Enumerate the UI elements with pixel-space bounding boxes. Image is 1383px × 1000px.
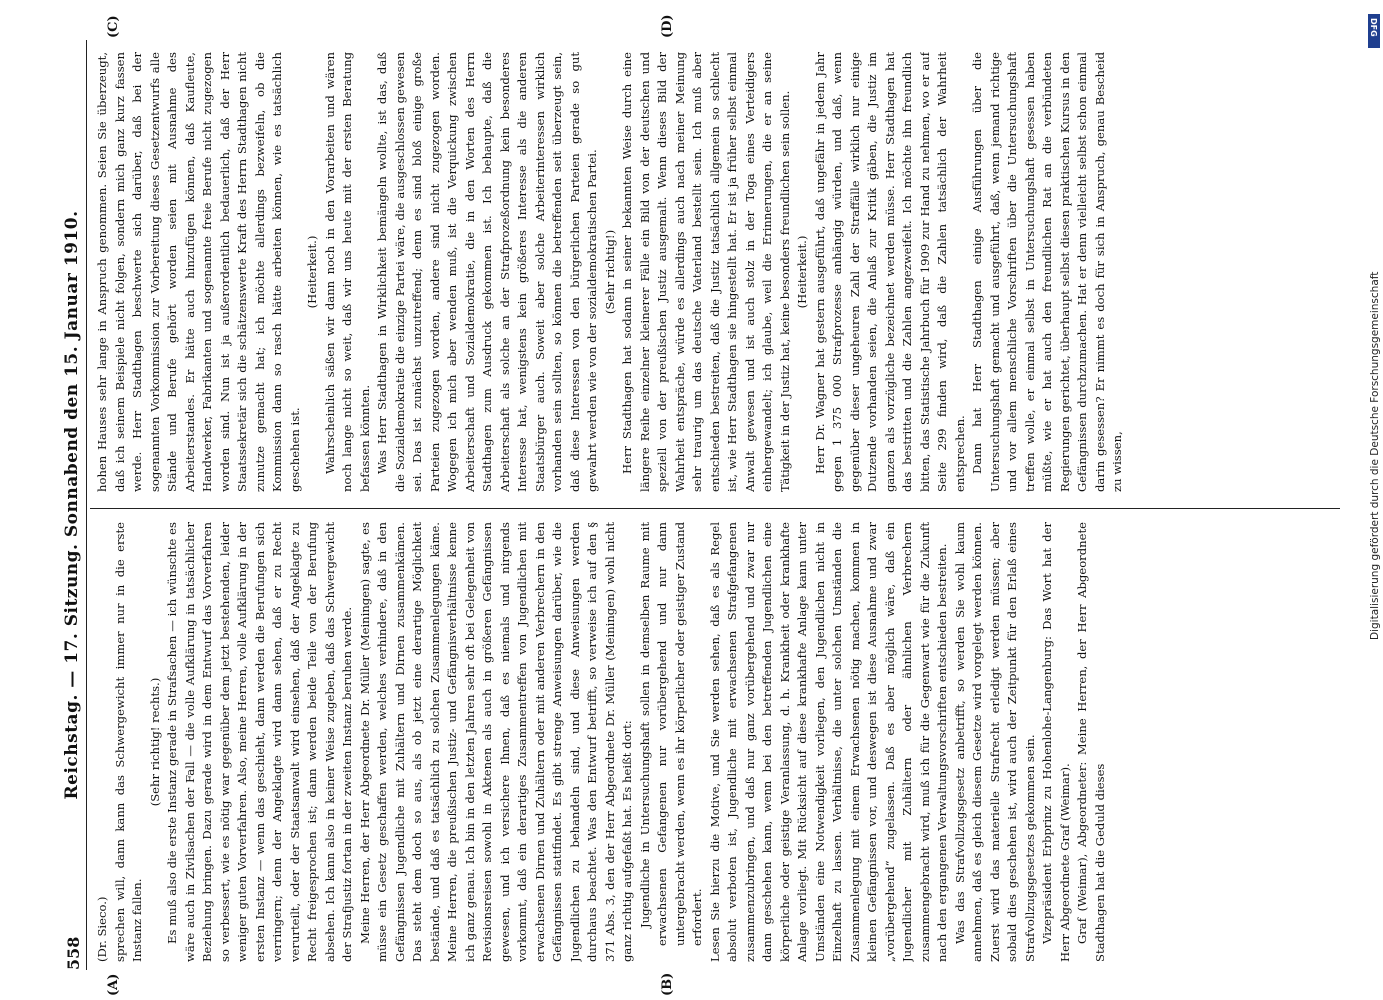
paragraph: Was Herr Stadthagen in Wirklichkeit bemängeln wollte, ist das, daß die Sozialdemokratie die einzige Partei wäre, die ausgeschlossen gewesen sei. Das ist zunächst unzutreffend; denn es sind bloß einige große Parteien zugezogen worden, andere sind nicht zugezogen worden. Wogegen ich mich aber wenden muß, ist die Verquickung zwischen Arbeiterschaft und Sozialdemokratie, die in den Worten des Herrn Stadthagen zum Ausdruck gekommen ist. Ich behaupte, daß die Arbeiterschaft als solche an der Strafprozeßordnung kein besonderes Interesse hat, wenigstens kein größeres Interesse als die anderen Staatsbürger auch. Soweit aber solche Arbeiterinteressen wirklich vorhanden sein sollten, so können die betreffenden seit überzeugt sein, daß diese Interessen von den bürgerlichen Parteien gerade so gut gewahrt werden wie von der sozialdemokratischen Partei.	[375, 52, 599, 492]
margin-mark-c: (C)	[106, 15, 121, 38]
paragraph: Lesen Sie hierzu die Motive, und Sie werden sehen, daß es als Regel absolut verboten ist, Jugendliche mit erwachsenen Strafgefangenen zusammenzubringen, und daß nur ganz vorübergehend und zwar nur dann geschehen kann, wenn bei den betreffenden Jugendlichen eine körperliche oder geistige Veranlassung, d. h. Krankheit oder krankhafte Anlage vorliegt. Mit Rücksicht auf diese krankhafte Anlage kann unter Umständen eine Notwendigkeit vorliegen, den Jugendlichen nicht in Einzelhaft zu lassen. Verhältnisse, die unter solchen Umständen die Zusammenlegung mit einem Erwachsenen nötig machen, kommen in kleinen Gefängnissen vor, und deswegen ist diese Ausnahme und zwar „vorübergehend“ zugelassen. Daß es aber möglich wäre, daß ein Jugendlicher mit Zuhältern oder ähnlichen Verbrechern zusammengebracht wird, muß ich für die Gegenwart wie für die Zukunft nach den ergangenen Verwaltungsvorschriften entschieden bestreiten.	[707, 522, 949, 962]
paragraph: Meine Herren, der Herr Abgeordnete Dr. Müller (Meiningen) sagte, es müsse ein Gesetz geschaffen werden, welches verhindere, daß in den Gefängnissen Jugendliche mit Zuhältern und Dirnen zusammenkämen. Das steht dem doch so aus, als ob jetzt eine derartige Möglichkeit bestände, und daß es tatsächlich zu solchen Zusammenlegungen käme. Meine Herren, die preußischen Justiz- und Gefängnisverhältnisse kenne ich ganz genau. Ich bin in den letzten Jahren sehr oft bei Gelegenheit von Revisionsreisen sowohl in Aktenen als auch in größeren Gefängnissen gewesen, und ich versichere Ihnen, daß es niemals und nirgends vorkommt, daß ein derartiges Zusammentreffen von Jugendlichen mit erwachsenen Dirnen und Zuhältern oder mit anderen Verbrechern in den Gefängnissen stattfindet. Es gibt strenge Anweisungen darüber, wie die Jugendlichen zu behandeln sind, und diese Anweisungen werden durchaus beachtet. Was den Entwurf betrifft, so verweise ich auf den § 371 Abs. 3, den der Herr Abgeordnete Dr. Müller (Meiningen) wohl nicht ganz richtig aufgefaßt hat. Es heißt dort:	[357, 522, 634, 962]
speaker-paragraph: Graf (Weimar), Abgeordneter: Meine Herren, der Herr Abgeordnete Stadthagen hat die Geduld dieses	[1075, 522, 1107, 962]
paragraph: Herr Dr. Wagner hat gestern ausgeführt, daß ungefähr in jedem Jahr gegen 1 375 000 Strafprozesse anhängig würden, und daß, wenn gegenüber dieser ungeheuren Zahl der Straffälle wirklich nur einige Dutzende vorhanden seien, die Anlaß zur Kritik gäben, die Justiz im ganzen als vorzügliche bezeichnet werden müsse. Herr Stadthagen hat das bestritten und die Zahlen angezweifelt. Ich möchte ihn freundlich bitten, das Statistische Jahrbuch für 1909 zur Hand zu nehmen, wo er auf Seite 299 finden wird, daß die Zahlen tatsächlich der Wahrheit entsprechen.	[812, 52, 967, 492]
paragraph: hohen Hauses sehr lange in Anspruch genommen. Seien Sie überzeugt, daß ich seinem Beispiele nicht folgen, sondern mich ganz kurz fassen werde. Herr Stadthagen beschwerte sich darüber, daß bei der sogenannten Vorkommission zur Vorbereitung dieses Gesetzentwurfs alle Stände und Berufe gehört worden seien mit Ausnahme des Arbeiterstandes. Er hätte auch hinzufügen können, daß Kaufleute, Handwerker, Fabrikanten und sogenannte freie Berufe nicht zugezogen worden sind. Nun ist ja außerordentlich bedauerlich, daß der Herr Staatssekretär sich die schätzenswerte Kraft des Herrn Stadthagen nicht zunutze gemacht hat; ich möchte allerdings bezweifeln, ob die Kommission dann so rasch hätte arbeiten können, wie es tatsächlich geschehen ist.	[95, 52, 302, 492]
column-rule	[90, 508, 1340, 509]
header-rule	[86, 40, 87, 970]
margin-mark-d: (D)	[660, 14, 675, 38]
paragraph: Dann hat Herr Stadthagen einige Ausführungen über die Untersuchungshaft gemacht und ausgeführt, daß, wenn jemand richtige und vor allem menschliche Vorschriften über die Untersuchungshaft treffen wolle, er einmal selbst in Untersuchungshaft gesessen haben müßte, wie er hat auch den freundlichen Rat an die verbündeten Regierungen gerichtet, überhaupt selbst diesen praktischen Kursus in den Gefängnissen durchzumachen. Hat er denn vielleicht selbst schon einmal darin gesessen? Er nimmt es doch für sich in Anspruch, genau Bescheid zu wissen,	[970, 52, 1124, 492]
speaker-tag: (Dr. Sieco.)	[95, 896, 109, 962]
newspaper-page	[60, 14, 1350, 996]
dfg-logo: DFG	[1368, 14, 1380, 48]
margin-mark-a: (A)	[106, 973, 121, 996]
interjection: (Sehr richtig!)	[602, 229, 617, 315]
digitization-credit: Digitalisierung gefördert durch die Deutsche Forschungsgemeinschaft	[1369, 271, 1381, 640]
paragraph: sprechen will, dann kann das Schwergewicht immer nur in die erste Instanz fallen.	[112, 522, 144, 962]
paragraph: Herr Stadthagen hat sodann in seiner bekannten Weise durch eine längere Reihe einzelner kleinerer Fälle ein Bild von der deutschen und speziell von der preußischen Justiz ausgemalt. Wenn dieses Bild der Wahrheit entspräche, würde es allerdings auch nach meiner Meinung sehr traurig um das deutsche Vaterland bestellt sein. Ich muß aber entschieden bestreiten, daß die Justiz tatsächlich allgemein so schlecht ist, wie Herr Stadthagen sie hingestellt hat. Er ist ja früher selbst einmal Anwalt gewesen und ist auch stolz in der Toga eines Verteidigers einhergewandelt; ich glaube, weil die Erinnerungen, die er an seine Tätigkeit in der Justiz hat, keine besonders freundlichen sein sollen.	[620, 52, 792, 492]
interjection: (Heiterkeit.)	[795, 235, 809, 309]
margin-mark-b: (B)	[660, 972, 675, 996]
rotated-page	[60, 14, 1350, 996]
interjection: (Sehr richtig! rechts.)	[147, 677, 162, 807]
running-title: Reichstag. — 17. Sitzung. Sonnabend den 15. Januar 1910.	[62, 210, 82, 800]
right-column	[94, 52, 1344, 492]
page-number: 558	[64, 936, 83, 970]
paragraph: Es muß also die erste Instanz gerade in Strafsachen — ich wünschte es wäre auch in Zivilsachen der Fall — die volle Aufklärung in tatsächlicher Beziehung bringen. Dazu gerade wird in dem Entwurf das Vorverfahren so verbessert, wie es nötig war gegenüber dem jetzt bestehenden, leider weniger guten Vorverfahren. Also, meine Herren, volle Aufklärung in der ersten Instanz — wenn das geschieht, dann werden die Berufungen sich verringern; denn der Angeklagte wird dann sehen, daß er zu Recht verurteilt, oder der Staatsanwalt wird einsehen, daß der Angeklagte zu Recht freigesprochen ist; dann werden beide Teile von der Berufung absehen. Ich kann also in keiner Weise zugeben, daß das Schwergewicht der Strafjustiz fortan in der zweiten Instanz beruhen werde.	[165, 522, 354, 962]
paragraph: Wahrscheinlich säßen wir dann noch in den Vorarbeiten und wären noch lange nicht so weit, daß wir uns heute mit der ersten Beratung befassen könnten.	[322, 52, 372, 492]
interjection: (Heiterkeit.)	[305, 235, 319, 309]
paragraph: Was das Strafvollzugsgesetz anbetrifft, so werden Sie wohl kaum annehmen, daß es gleich diesem Gesetze wird vorgelegt werden können. Zuerst wird das materielle Strafrecht erledigt werden müssen; aber sobald dies geschehen ist, wird auch der Zeitpunkt für den Erlaß eines Strafvollzugsgesetzes gekommen sein.	[952, 522, 1037, 962]
left-column	[94, 522, 1344, 962]
page-header	[60, 40, 88, 970]
quotation: Jugendliche in Untersuchungshaft sollen in demselben Raume mit erwachsenen Gefangenen nur vorübergehend und nur dann untergebracht werden, wenn es ihr körperlicher oder geistiger Zustand erfordert.	[637, 522, 704, 946]
chair-announcement: Vizepräsident Erbprinz zu Hohenlohe-Langenburg: Das Wort hat der Herr Abgeordnete Graf (Weimar).	[1040, 522, 1072, 962]
